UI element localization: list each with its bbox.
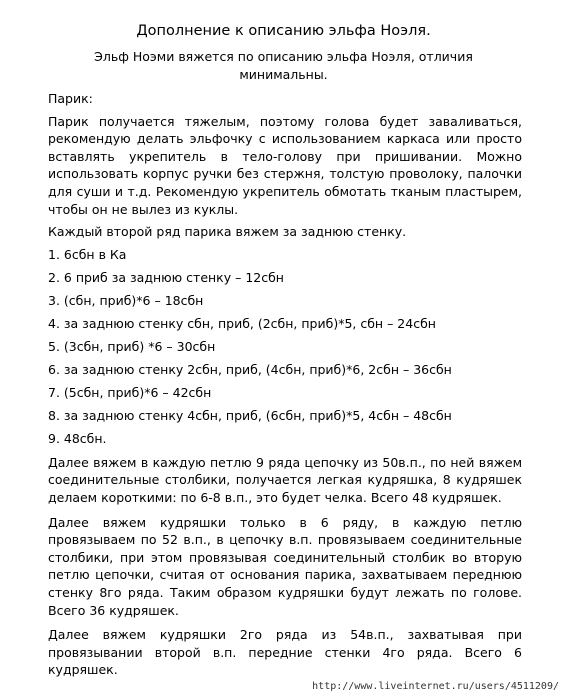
curls-paragraph-3: Далее вяжем кудряшки 2го ряда из 54в.п., захватывая при провязывании второй в.п. передние стенки 4го ряда. Всего 6 кудряшек. xyxy=(48,627,522,678)
row-item: 2. 6 приб за заднюю стенку – 12сбн xyxy=(48,269,284,285)
row-list xyxy=(48,246,522,447)
document-body xyxy=(48,90,522,679)
intro-paragraph: Парик получается тяжелым, поэтому голова будет заваливаться, рекомендую делать эльфочку с использованием каркаса или просто вставлять укрепитель в тело-голову при пришивании. Можно использовать корпус ручки без стержня, толстую проволоку, палочки для суши и т.д. Рекомендую укрепитель обмотать тканым пластырем, чтобы он не вылез из куклы. xyxy=(48,113,522,217)
row-item: 3. (сбн, приб)*6 – 18сбн xyxy=(48,292,204,308)
section-heading: Парик: xyxy=(48,91,93,106)
row-item: 5. (3сбн, приб) *6 – 30сбн xyxy=(48,338,216,354)
second-row-note: Каждый второй ряд парика вяжем за заднюю стенку. xyxy=(48,224,407,240)
document-subtitle: Эльф Ноэми вяжется по описанию эльфа Ноэля, отличия минимальны. xyxy=(94,49,473,82)
document-title: Дополнение к описанию эльфа Ноэля. xyxy=(136,23,431,39)
row-item: 9. 48сбн. xyxy=(48,430,107,446)
row-item: 4. за заднюю стенку сбн, приб, (2сбн, приб)*5, сбн – 24сбн xyxy=(48,315,436,331)
row-item: 7. (5сбн, приб)*6 – 42сбн xyxy=(48,384,212,400)
curls-paragraph-1: Далее вяжем в каждую петлю 9 ряда цепочку из 50в.п., по ней вяжем соединительные столбики, получается легкая кудряшка, 8 кудряшек делаем короткими: по 6-8 в.п., это будет челка. Всего 48 кудряшек. xyxy=(48,454,522,505)
source-watermark: http://www.liveinternet.ru/users/4511209/ xyxy=(312,681,559,692)
curls-paragraph-2: Далее вяжем кудряшки только в 6 ряду, в каждую петлю провязываем по 52 в.п., в цепочку в.п. провязываем соединительные столбики, при этом провязывая соединительный столбик во вторую петлю цепочки, считая от основания парика, захватываем переднюю стенку 8го ряда. Таким образом кудряшки будут лежать по голове. Всего 36 кудряшек. xyxy=(48,514,522,618)
row-item: 6. за заднюю стенку 2сбн, приб, (4сбн, приб)*6, 2сбн – 36сбн xyxy=(48,361,452,377)
row-item: 1. 6сбн в Ка xyxy=(48,246,127,262)
row-item: 8. за заднюю стенку 4сбн, приб, (6сбн, приб)*5, 4сбн – 48сбн xyxy=(48,407,452,423)
